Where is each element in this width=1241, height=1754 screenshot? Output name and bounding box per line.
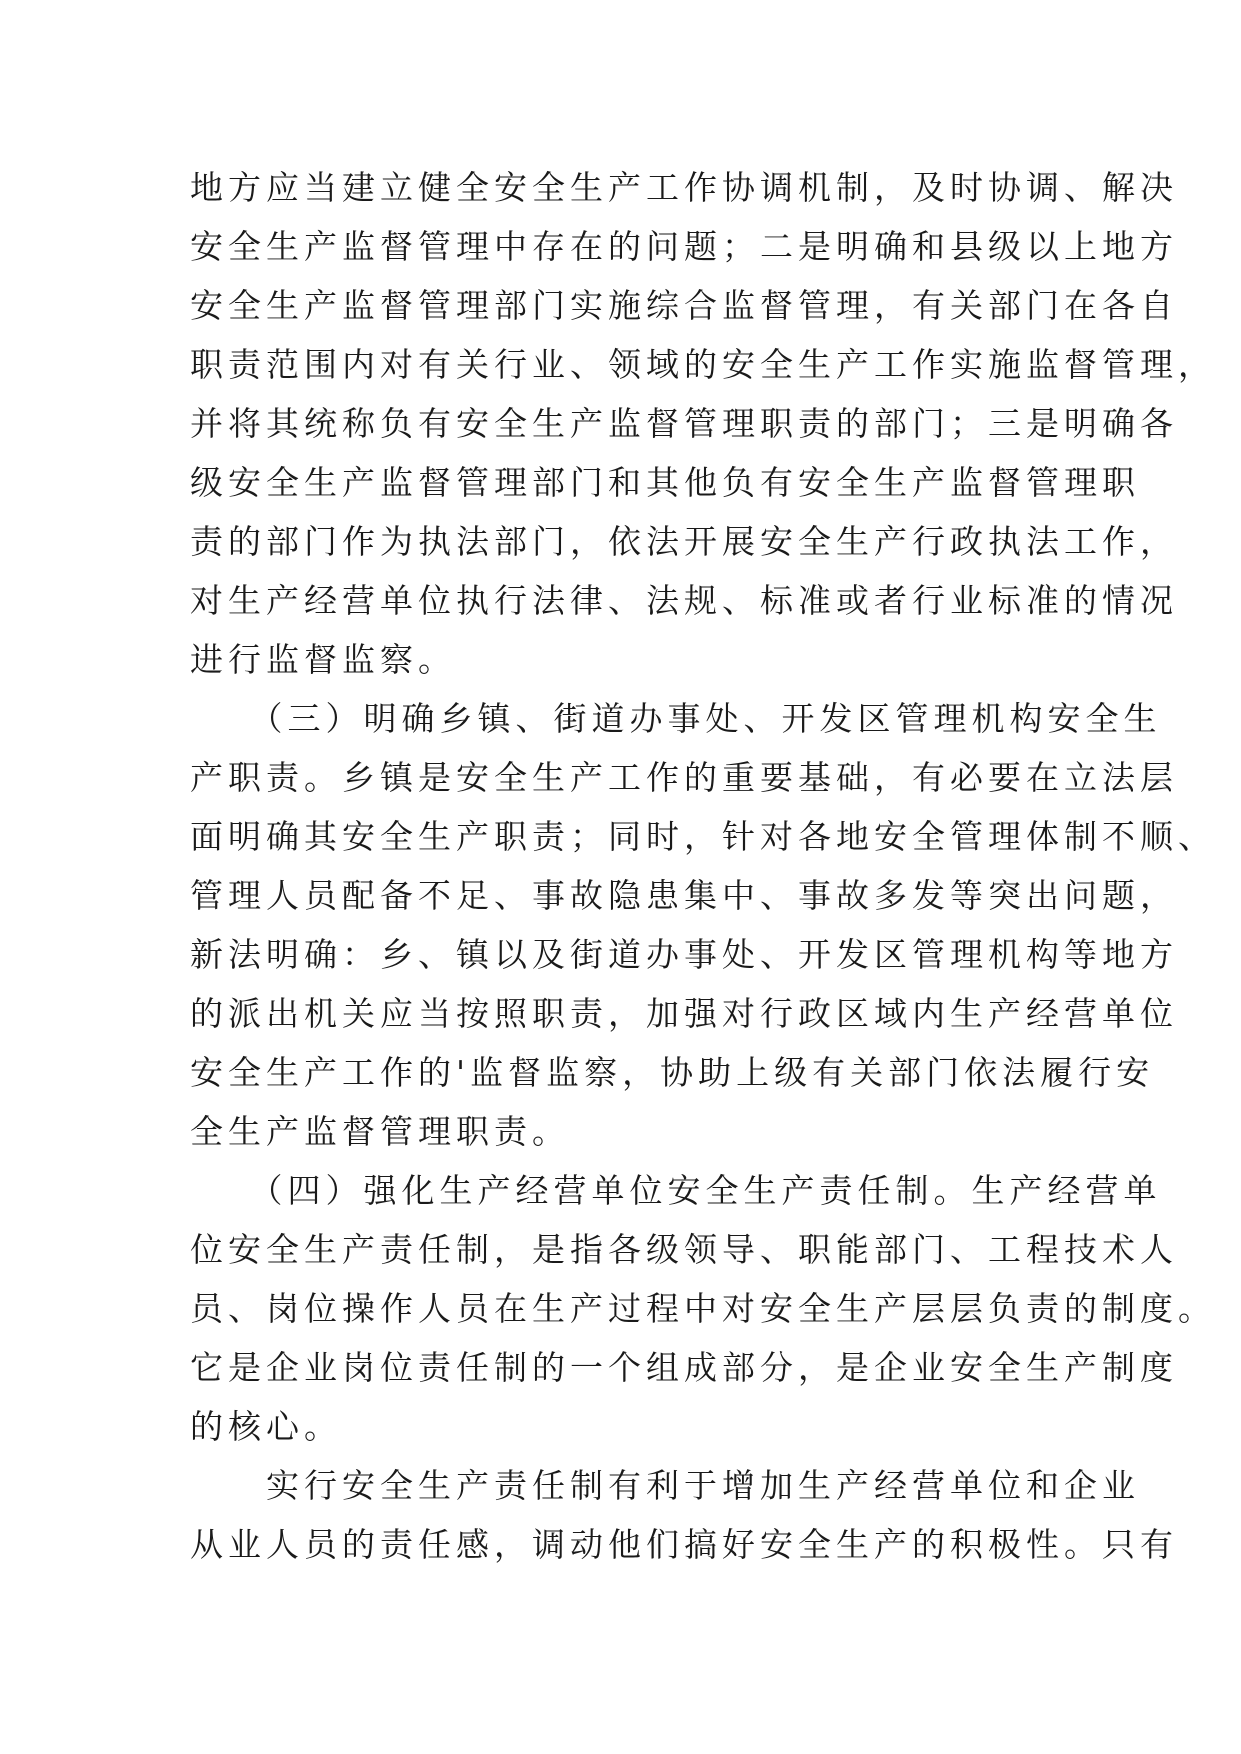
text-line: 位安全生产责任制，是指各级领导、职能部门、工程技术人: [190, 1230, 1178, 1269]
text-line: 它是企业岗位责任制的一个组成部分，是企业安全生产制度: [190, 1348, 1178, 1387]
text-line: 安全生产监督管理中存在的问题；二是明确和县级以上地方: [190, 227, 1178, 266]
text-line: 面明确其安全生产职责；同时，针对各地安全管理体制不顺、: [190, 817, 1216, 856]
text-line: 对生产经营单位执行法律、法规、标准或者行业标准的情况: [190, 581, 1178, 620]
text-line: 并将其统称负有安全生产监督管理职责的部门；三是明确各: [190, 404, 1178, 443]
text-line: 产职责。乡镇是安全生产工作的重要基础，有必要在立法层: [190, 758, 1178, 797]
text-line: 安全生产监督管理部门实施综合监督管理，有关部门在各自: [190, 286, 1178, 325]
text-line: 安全生产工作的'监督监察，协助上级有关部门依法履行安: [190, 1053, 1155, 1092]
text-line: 的派出机关应当按照职责，加强对行政区域内生产经营单位: [190, 994, 1178, 1033]
text-line: 新法明确：乡、镇以及街道办事处、开发区管理机构等地方: [190, 935, 1178, 974]
text-line: 职责范围内对有关行业、领域的安全生产工作实施监督管理，: [190, 345, 1216, 384]
paragraph-five-start: 实行安全生产责任制有利于增加生产经营单位和企业: [190, 1466, 1140, 1505]
body-text: [190, 158, 1216, 1574]
text-line: 责的部门作为执法部门，依法开展安全生产行政执法工作，: [190, 522, 1178, 561]
text-line: 的核心。: [190, 1407, 342, 1446]
paragraph-three-heading: （三）明确乡镇、街道办事处、开发区管理机构安全生: [190, 699, 1162, 738]
text-line: 级安全生产监督管理部门和其他负有安全生产监督管理职: [190, 463, 1140, 502]
text-line: 管理人员配备不足、事故隐患集中、事故多发等突出问题，: [190, 876, 1178, 915]
text-line: 全生产监督管理职责。: [190, 1112, 570, 1151]
text-line: 员、岗位操作人员在生产过程中对安全生产层层负责的制度。: [190, 1289, 1216, 1328]
text-line: 从业人员的责任感，调动他们搞好安全生产的积极性。只有: [190, 1525, 1178, 1564]
text-line: 地方应当建立健全安全生产工作协调机制，及时协调、解决: [190, 168, 1178, 207]
text-line: 进行监督监察。: [190, 640, 456, 679]
paragraph-four-heading: （四）强化生产经营单位安全生产责任制。生产经营单: [190, 1171, 1162, 1210]
